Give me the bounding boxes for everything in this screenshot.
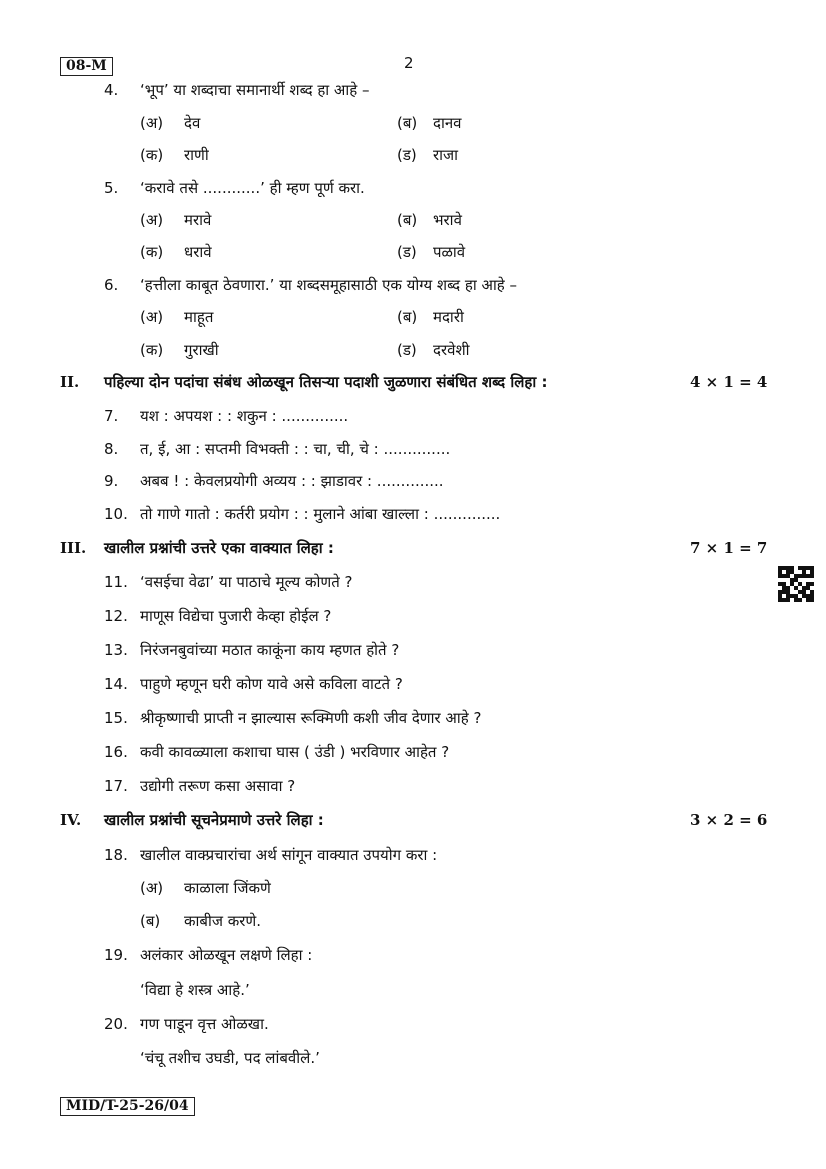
question-text: तो गाणे गातो : कर्तरी प्रयोग : : मुलाने आंबा खाल्ला : ..............	[140, 505, 501, 523]
option-text: काळाला जिंकणे	[184, 879, 271, 897]
question-number: 11.	[104, 573, 128, 591]
option-label: (ब)	[397, 114, 418, 132]
question-text: ‘वसईचा वेढा’ या पाठाचे मूल्य कोणते ?	[140, 573, 353, 591]
question-text: उद्योगी तरूण कसा असावा ?	[140, 777, 296, 795]
section-marks: 3 × 2 = 6	[690, 811, 768, 829]
qr-code-icon	[778, 566, 814, 602]
question-text: श्रीकृष्णाची प्राप्ती न झाल्यास रूक्मिणी कशी जीव देणार आहे ?	[140, 709, 482, 727]
section-title: पहिल्या दोन पदांचा संबंध ओळखून तिसऱ्या पदाशी जुळणारा संबंधित शब्द लिहा :	[104, 373, 548, 391]
question-sub-text: ‘विद्या हे शस्त्र आहे.’	[140, 981, 250, 999]
question-number: 14.	[104, 675, 128, 693]
option-text: दानव	[433, 114, 462, 132]
option-label: (ड)	[397, 146, 417, 164]
section-number: II.	[60, 373, 80, 391]
question-text: त, ई, आ : सप्तमी विभक्ती : : चा, ची, चे : ..............	[140, 440, 451, 458]
question-text: माणूस विद्येचा पुजारी केव्हा होईल ?	[140, 607, 332, 625]
option-text: गुराखी	[184, 341, 219, 359]
question-number: 9.	[104, 472, 119, 490]
question-text: खालील वाक्प्रचारांचा अर्थ सांगून वाक्यात उपयोग करा :	[140, 846, 438, 864]
option-label: (ब)	[140, 912, 161, 930]
question-text: पाहुणे म्हणून घरी कोण यावे असे कविला वाटते ?	[140, 675, 403, 693]
option-text: राणी	[184, 146, 209, 164]
question-text: ‘हत्तीला काबूत ठेवणारा.’ या शब्दसमूहासाठी एक योग्य शब्द हा आहे –	[140, 276, 518, 294]
question-number: 13.	[104, 641, 128, 659]
question-text: अलंकार ओळखून लक्षणे लिहा :	[140, 946, 313, 964]
question-number: 15.	[104, 709, 128, 727]
section-title: खालील प्रश्नांची उत्तरे एका वाक्यात लिहा :	[104, 539, 334, 557]
option-label: (ब)	[397, 211, 418, 229]
question-number: 6.	[104, 276, 119, 294]
option-text: राजा	[433, 146, 459, 164]
question-text: यश : अपयश : : शकुन : ..............	[140, 407, 349, 425]
question-text: अबब ! : केवलप्रयोगी अव्यय : : झाडावर : ..............	[140, 472, 444, 490]
question-text: कवी कावळ्याला कशाचा घास ( उंडी ) भरविणार आहेत ?	[140, 743, 450, 761]
question-sub-text: ‘चंचू तशीच उघडी, पद लांबवीले.’	[140, 1049, 320, 1067]
paper-code: 08-M	[60, 57, 113, 76]
section-number: IV.	[60, 811, 82, 829]
option-text: मदारी	[433, 308, 464, 326]
option-label: (क)	[140, 341, 164, 359]
option-label: (ड)	[397, 243, 417, 261]
question-text: ‘करावे तसे ............’ ही म्हण पूर्ण करा.	[140, 179, 365, 197]
option-label: (क)	[140, 243, 164, 261]
question-number: 10.	[104, 505, 128, 523]
question-number: 4.	[104, 81, 119, 99]
option-label: (अ)	[140, 114, 164, 132]
question-text: गण पाडून वृत्त ओळखा.	[140, 1015, 269, 1033]
question-number: 16.	[104, 743, 128, 761]
option-text: माहूत	[184, 308, 214, 326]
option-label: (अ)	[140, 308, 164, 326]
question-number: 5.	[104, 179, 119, 197]
question-number: 17.	[104, 777, 128, 795]
option-text: पळावे	[433, 243, 466, 261]
question-number: 20.	[104, 1015, 128, 1033]
option-text: देव	[184, 114, 201, 132]
footer-code: MID/T-25-26/04	[60, 1097, 195, 1116]
option-label: (क)	[140, 146, 164, 164]
page-number: 2	[404, 54, 414, 72]
option-text: धरावे	[184, 243, 212, 261]
option-text: भरावे	[433, 211, 462, 229]
section-marks: 4 × 1 = 4	[690, 373, 768, 391]
question-text: निरंजनबुवांच्या मठात काकूंना काय म्हणत होते ?	[140, 641, 400, 659]
section-number: III.	[60, 539, 87, 557]
section-title: खालील प्रश्नांची सूचनेप्रमाणे उत्तरे लिहा :	[104, 811, 324, 829]
question-number: 12.	[104, 607, 128, 625]
option-label: (ड)	[397, 341, 417, 359]
option-label: (अ)	[140, 211, 164, 229]
option-text: दरवेशी	[433, 341, 470, 359]
option-label: (अ)	[140, 879, 164, 897]
question-number: 18.	[104, 846, 128, 864]
option-text: काबीज करणे.	[184, 912, 262, 930]
option-text: मरावे	[184, 211, 212, 229]
question-number: 8.	[104, 440, 119, 458]
option-label: (ब)	[397, 308, 418, 326]
section-marks: 7 × 1 = 7	[690, 539, 768, 557]
question-number: 19.	[104, 946, 128, 964]
question-text: ‘भूप’ या शब्दाचा समानार्थी शब्द हा आहे –	[140, 81, 370, 99]
question-number: 7.	[104, 407, 119, 425]
